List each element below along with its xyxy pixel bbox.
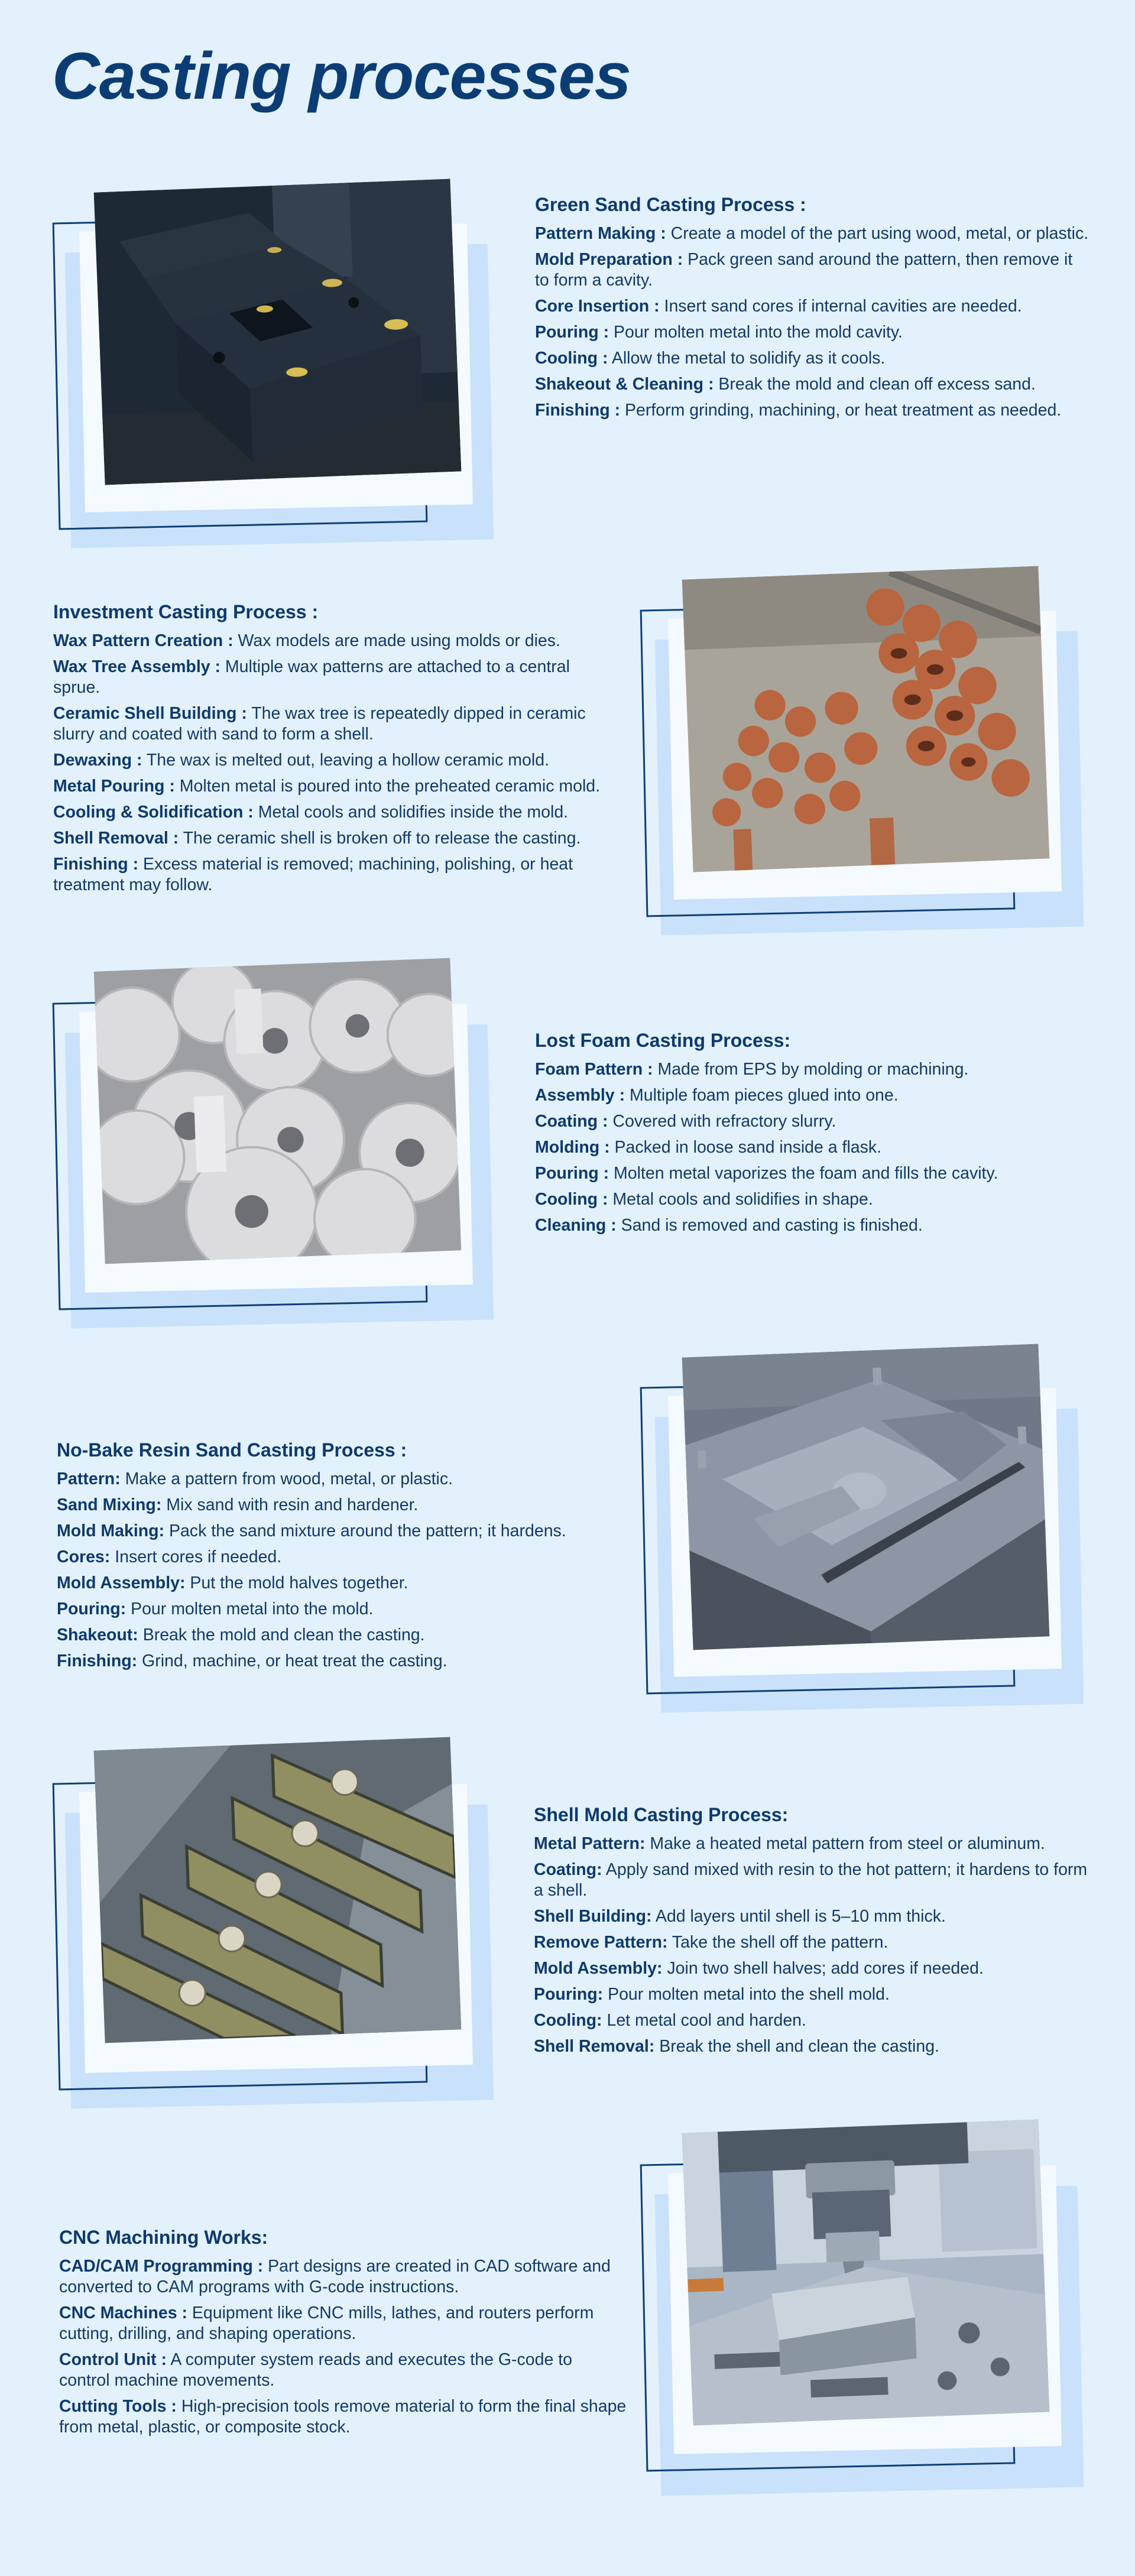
section-green-sand bbox=[0, 171, 1135, 556]
section-heading: Shell Mold Casting Process: bbox=[534, 1804, 789, 1825]
step-item: Cooling : Metal cools and solidifies in shape. bbox=[535, 1190, 873, 1209]
step-item: Shell Removal: Break the shell and clean the casting. bbox=[534, 2037, 939, 2056]
step-item: Pouring: Pour molten metal into the mold. bbox=[57, 1600, 374, 1618]
cnc-figure bbox=[643, 2119, 1069, 2497]
step-item: Wax Pattern Creation : Wax models are made using molds or dies. bbox=[53, 631, 560, 650]
step-item: Wax Tree Assembly : Multiple wax patterns are attached to a central sprue. bbox=[53, 657, 570, 697]
shell-mold-photo bbox=[94, 1737, 462, 2043]
section-heading: Lost Foam Casting Process: bbox=[535, 1030, 791, 1051]
section-investment bbox=[0, 564, 1135, 955]
wax-tree-image bbox=[682, 566, 1050, 872]
lost-foam-text bbox=[535, 1029, 1091, 1241]
section-heading: Green Sand Casting Process : bbox=[535, 194, 806, 215]
step-item: Dewaxing : The wax is melted out, leaving a hollow ceramic mold. bbox=[53, 751, 549, 770]
page-title: Casting processes bbox=[52, 39, 631, 113]
step-item: Core Insertion : Insert sand cores if internal cavities are needed. bbox=[535, 297, 1022, 316]
step-item: Mold Assembly: Put the mold halves together. bbox=[57, 1573, 408, 1592]
step-item: Cooling: Let metal cool and harden. bbox=[534, 2011, 806, 2030]
step-item: Shell Building: Add layers until shell is 5–10 mm thick. bbox=[534, 1907, 946, 1926]
green-sand-figure bbox=[53, 171, 479, 550]
cnc-photo bbox=[682, 2120, 1050, 2426]
step-item: Cooling : Allow the metal to solidify as it cools. bbox=[535, 349, 886, 368]
step-item: Pouring : Molten metal vaporizes the foam and fills the cavity. bbox=[535, 1164, 998, 1183]
section-heading: CNC Machining Works: bbox=[59, 2227, 268, 2248]
lost-foam-photo bbox=[94, 958, 462, 1264]
foam-pattern-image bbox=[94, 958, 462, 1264]
investment-photo bbox=[682, 566, 1050, 872]
step-item: Cleaning : Sand is removed and casting is finished. bbox=[535, 1216, 923, 1235]
section-no-bake bbox=[0, 1339, 1135, 1729]
sand-mold-image bbox=[94, 179, 462, 485]
step-item: Mold Making: Pack the sand mixture around the pattern; it hardens. bbox=[57, 1521, 566, 1540]
section-cnc bbox=[0, 2119, 1135, 2521]
step-item: Coating : Covered with refractory slurry. bbox=[535, 1112, 836, 1131]
investment-figure bbox=[643, 564, 1069, 943]
no-bake-photo bbox=[682, 1344, 1050, 1650]
green-sand-photo bbox=[94, 179, 462, 485]
shell-mold-text bbox=[534, 1803, 1095, 2062]
green-sand-text bbox=[535, 193, 1091, 426]
section-heading: Investment Casting Process : bbox=[53, 601, 319, 622]
step-item: CNC Machines : Equipment like CNC mills, lathes, and routers perform cutting, drilling, and shaping operations. bbox=[59, 2304, 594, 2343]
step-item: Ceramic Shell Building : The wax tree is repeatedly dipped in ceramic slurry and coated with sand to form a shell. bbox=[53, 704, 586, 744]
step-item: Metal Pattern: Make a heated metal pattern from steel or aluminum. bbox=[534, 1834, 1045, 1853]
step-item: Pouring: Pour molten metal into the shell mold. bbox=[534, 1985, 890, 2004]
section-shell-mold bbox=[0, 1726, 1135, 2116]
step-item: Finishing: Grind, machine, or heat treat the casting. bbox=[57, 1652, 447, 1670]
lost-foam-figure bbox=[53, 952, 479, 1330]
step-item: Shakeout & Cleaning : Break the mold and clean off excess sand. bbox=[535, 375, 1036, 394]
step-item: Metal Pouring : Molten metal is poured into the preheated ceramic mold. bbox=[53, 777, 601, 796]
no-bake-figure bbox=[643, 1339, 1069, 1717]
step-item: Cutting Tools : High-precision tools remove material to form the final shape from metal, plastic, or composite stock. bbox=[59, 2397, 627, 2437]
shell-mold-box-image bbox=[94, 1737, 462, 2043]
step-item: Assembly : Multiple foam pieces glued into one. bbox=[535, 1086, 899, 1105]
step-item: Mold Preparation : Pack green sand around the pattern, then remove it to form a cavity. bbox=[535, 250, 1073, 290]
step-item: Cores: Insert cores if needed. bbox=[57, 1547, 282, 1566]
step-item: Cooling & Solidification : Metal cools and solidifies inside the mold. bbox=[53, 803, 569, 822]
step-item: Sand Mixing: Mix sand with resin and hardener. bbox=[57, 1495, 419, 1514]
investment-text bbox=[53, 600, 621, 901]
step-item: CAD/CAM Programming : Part designs are created in CAD software and converted to CAM programs with G-code instructions. bbox=[59, 2257, 611, 2296]
step-item: Pattern: Make a pattern from wood, metal, or plastic. bbox=[57, 1469, 453, 1488]
step-item: Pouring : Pour molten metal into the mold cavity. bbox=[535, 323, 903, 342]
step-item: Control Unit : A computer system reads and executes the G-code to control machine movements. bbox=[59, 2350, 572, 2390]
step-item: Finishing : Excess material is removed; machining, polishing, or heat treatment may follow. bbox=[53, 855, 573, 894]
step-item: Pattern Making : Create a model of the part using wood, metal, or plastic. bbox=[535, 224, 1089, 243]
step-item: Shell Removal : The ceramic shell is broken off to release the casting. bbox=[53, 829, 581, 848]
step-item: Foam Pattern : Made from EPS by molding or machining. bbox=[535, 1060, 969, 1079]
cnc-milling-image bbox=[682, 2120, 1050, 2426]
step-item: Remove Pattern: Take the shell off the pattern. bbox=[534, 1933, 888, 1952]
step-item: Shakeout: Break the mold and clean the casting. bbox=[57, 1626, 425, 1644]
section-heading: No-Bake Resin Sand Casting Process : bbox=[57, 1439, 407, 1461]
no-bake-text bbox=[57, 1438, 624, 1677]
shell-mold-figure bbox=[53, 1726, 479, 2104]
step-item: Mold Assembly: Join two shell halves; add cores if needed. bbox=[534, 1959, 984, 1978]
section-lost-foam bbox=[0, 952, 1135, 1336]
step-item: Coating: Apply sand mixed with resin to the hot pattern; it hardens to form a shell. bbox=[534, 1860, 1088, 1900]
step-item: Molding : Packed in loose sand inside a flask. bbox=[535, 1138, 882, 1157]
cnc-text bbox=[59, 2225, 627, 2443]
step-item: Finishing : Perform grinding, machining, or heat treatment as needed. bbox=[535, 401, 1062, 420]
resin-mold-image bbox=[682, 1344, 1050, 1650]
